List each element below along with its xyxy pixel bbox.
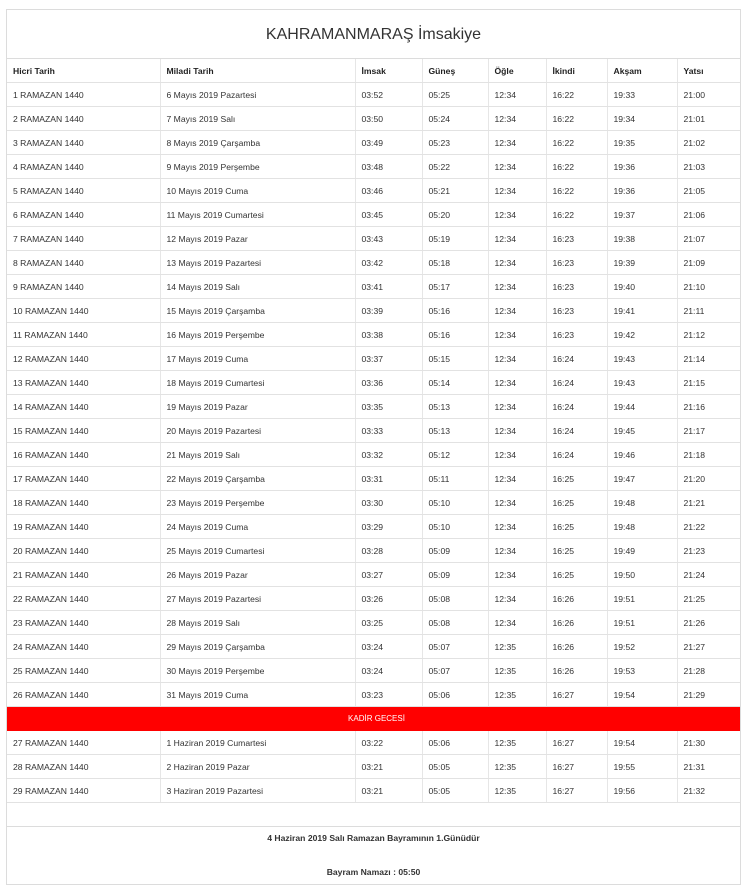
imsak-time-cell: 03:24: [355, 659, 422, 683]
imsak-time-cell: 03:35: [355, 395, 422, 419]
ogle-time-cell: 12:34: [488, 467, 546, 491]
miladi-date-cell: 15 Mayıs 2019 Çarşamba: [160, 299, 355, 323]
table-row: [7, 275, 740, 299]
table-row: [7, 107, 740, 131]
aksam-time-cell: 19:48: [607, 491, 677, 515]
bayram-prayer-time: Bayram Namazı : 05:50: [326, 867, 421, 877]
ikindi-time-cell: 16:24: [546, 371, 607, 395]
yatsi-time-cell: 21:26: [677, 611, 740, 635]
yatsi-time-cell: 21:11: [677, 299, 740, 323]
table-row: [7, 83, 740, 107]
gunes-time-cell: 05:10: [422, 515, 488, 539]
imsak-time-cell: 03:31: [355, 467, 422, 491]
ikindi-time-cell: 16:24: [546, 443, 607, 467]
gunes-time-cell: 05:08: [422, 587, 488, 611]
table-body-last-days: [7, 731, 740, 803]
table-row: [7, 323, 740, 347]
header-ikindi: İkindi: [546, 59, 607, 83]
imsak-time-cell: 03:24: [355, 635, 422, 659]
ikindi-time-cell: 16:23: [546, 299, 607, 323]
ogle-time-cell: 12:34: [488, 419, 546, 443]
miladi-date-cell: 7 Mayıs 2019 Salı: [160, 107, 355, 131]
table-row: [7, 515, 740, 539]
kadir-gecesi-label: KADİR GECESİ: [7, 707, 740, 731]
ikindi-time-cell: 16:23: [546, 275, 607, 299]
yatsi-time-cell: 21:06: [677, 203, 740, 227]
imsak-time-cell: 03:46: [355, 179, 422, 203]
yatsi-time-cell: 21:30: [677, 731, 740, 755]
ikindi-time-cell: 16:25: [546, 539, 607, 563]
ikindi-time-cell: 16:27: [546, 731, 607, 755]
table-row: [7, 755, 740, 779]
yatsi-time-cell: 21:25: [677, 587, 740, 611]
table-row: [7, 731, 740, 755]
yatsi-time-cell: 21:03: [677, 155, 740, 179]
imsakiye-card: [6, 9, 741, 885]
miladi-date-cell: 18 Mayıs 2019 Cumartesi: [160, 371, 355, 395]
aksam-time-cell: 19:53: [607, 659, 677, 683]
miladi-date-cell: 6 Mayıs 2019 Pazartesi: [160, 83, 355, 107]
ogle-time-cell: 12:34: [488, 179, 546, 203]
miladi-date-cell: 9 Mayıs 2019 Perşembe: [160, 155, 355, 179]
ikindi-time-cell: 16:22: [546, 155, 607, 179]
imsak-time-cell: 03:42: [355, 251, 422, 275]
gunes-time-cell: 05:17: [422, 275, 488, 299]
hicri-date-cell: 13 RAMAZAN 1440: [7, 371, 160, 395]
yatsi-time-cell: 21:22: [677, 515, 740, 539]
gunes-time-cell: 05:07: [422, 635, 488, 659]
hicri-date-cell: 12 RAMAZAN 1440: [7, 347, 160, 371]
ogle-time-cell: 12:34: [488, 491, 546, 515]
table-row: [7, 467, 740, 491]
hicri-date-cell: 10 RAMAZAN 1440: [7, 299, 160, 323]
header-yatsi: Yatsı: [677, 59, 740, 83]
gunes-time-cell: 05:15: [422, 347, 488, 371]
gunes-time-cell: 05:20: [422, 203, 488, 227]
gunes-time-cell: 05:07: [422, 659, 488, 683]
ikindi-time-cell: 16:22: [546, 203, 607, 227]
yatsi-time-cell: 21:17: [677, 419, 740, 443]
imsak-time-cell: 03:48: [355, 155, 422, 179]
ogle-time-cell: 12:34: [488, 443, 546, 467]
spacer: [7, 803, 740, 827]
miladi-date-cell: 17 Mayıs 2019 Cuma: [160, 347, 355, 371]
ogle-time-cell: 12:34: [488, 131, 546, 155]
kadir-gecesi-row: [7, 707, 740, 731]
imsak-time-cell: 03:21: [355, 779, 422, 803]
miladi-date-cell: 23 Mayıs 2019 Perşembe: [160, 491, 355, 515]
miladi-date-cell: 25 Mayıs 2019 Cumartesi: [160, 539, 355, 563]
aksam-time-cell: 19:46: [607, 443, 677, 467]
table-row: [7, 251, 740, 275]
miladi-date-cell: 31 Mayıs 2019 Cuma: [160, 683, 355, 707]
miladi-date-cell: 8 Mayıs 2019 Çarşamba: [160, 131, 355, 155]
yatsi-time-cell: 21:28: [677, 659, 740, 683]
imsak-time-cell: 03:41: [355, 275, 422, 299]
yatsi-time-cell: 21:27: [677, 635, 740, 659]
table-row: [7, 683, 740, 707]
hicri-date-cell: 19 RAMAZAN 1440: [7, 515, 160, 539]
gunes-time-cell: 05:18: [422, 251, 488, 275]
yatsi-time-cell: 21:29: [677, 683, 740, 707]
gunes-time-cell: 05:23: [422, 131, 488, 155]
imsak-time-cell: 03:45: [355, 203, 422, 227]
hicri-date-cell: 7 RAMAZAN 1440: [7, 227, 160, 251]
imsak-time-cell: 03:21: [355, 755, 422, 779]
miladi-date-cell: 11 Mayıs 2019 Cumartesi: [160, 203, 355, 227]
ogle-time-cell: 12:34: [488, 323, 546, 347]
ikindi-time-cell: 16:25: [546, 467, 607, 491]
imsak-time-cell: 03:36: [355, 371, 422, 395]
yatsi-time-cell: 21:32: [677, 779, 740, 803]
ikindi-time-cell: 16:26: [546, 659, 607, 683]
aksam-time-cell: 19:52: [607, 635, 677, 659]
table-row: [7, 395, 740, 419]
ogle-time-cell: 12:34: [488, 83, 546, 107]
footer-note: [7, 827, 740, 877]
hicri-date-cell: 2 RAMAZAN 1440: [7, 107, 160, 131]
gunes-time-cell: 05:25: [422, 83, 488, 107]
hicri-date-cell: 18 RAMAZAN 1440: [7, 491, 160, 515]
miladi-date-cell: 26 Mayıs 2019 Pazar: [160, 563, 355, 587]
yatsi-time-cell: 21:23: [677, 539, 740, 563]
miladi-date-cell: 2 Haziran 2019 Pazar: [160, 755, 355, 779]
miladi-date-cell: 28 Mayıs 2019 Salı: [160, 611, 355, 635]
gunes-time-cell: 05:19: [422, 227, 488, 251]
yatsi-time-cell: 21:16: [677, 395, 740, 419]
hicri-date-cell: 28 RAMAZAN 1440: [7, 755, 160, 779]
table-header-row: [7, 59, 740, 83]
aksam-time-cell: 19:33: [607, 83, 677, 107]
hicri-date-cell: 14 RAMAZAN 1440: [7, 395, 160, 419]
header-miladi: Miladi Tarih: [160, 59, 355, 83]
hicri-date-cell: 4 RAMAZAN 1440: [7, 155, 160, 179]
hicri-date-cell: 20 RAMAZAN 1440: [7, 539, 160, 563]
table-row: [7, 779, 740, 803]
header-hicri: Hicri Tarih: [7, 59, 160, 83]
imsak-time-cell: 03:23: [355, 683, 422, 707]
imsak-time-cell: 03:30: [355, 491, 422, 515]
table-row: [7, 419, 740, 443]
aksam-time-cell: 19:41: [607, 299, 677, 323]
hicri-date-cell: 23 RAMAZAN 1440: [7, 611, 160, 635]
miladi-date-cell: 21 Mayıs 2019 Salı: [160, 443, 355, 467]
header-gunes: Güneş: [422, 59, 488, 83]
aksam-time-cell: 19:55: [607, 755, 677, 779]
hicri-date-cell: 15 RAMAZAN 1440: [7, 419, 160, 443]
yatsi-time-cell: 21:31: [677, 755, 740, 779]
gunes-time-cell: 05:08: [422, 611, 488, 635]
miladi-date-cell: 13 Mayıs 2019 Pazartesi: [160, 251, 355, 275]
ikindi-time-cell: 16:25: [546, 563, 607, 587]
hicri-date-cell: 24 RAMAZAN 1440: [7, 635, 160, 659]
table-row: [7, 179, 740, 203]
imsak-time-cell: 03:29: [355, 515, 422, 539]
ikindi-time-cell: 16:23: [546, 251, 607, 275]
table-row: [7, 563, 740, 587]
hicri-date-cell: 3 RAMAZAN 1440: [7, 131, 160, 155]
gunes-time-cell: 05:13: [422, 395, 488, 419]
ogle-time-cell: 12:34: [488, 371, 546, 395]
hicri-date-cell: 22 RAMAZAN 1440: [7, 587, 160, 611]
aksam-time-cell: 19:43: [607, 347, 677, 371]
ogle-time-cell: 12:34: [488, 539, 546, 563]
imsak-time-cell: 03:32: [355, 443, 422, 467]
hicri-date-cell: 6 RAMAZAN 1440: [7, 203, 160, 227]
yatsi-time-cell: 21:12: [677, 323, 740, 347]
gunes-time-cell: 05:05: [422, 755, 488, 779]
aksam-time-cell: 19:36: [607, 155, 677, 179]
gunes-time-cell: 05:11: [422, 467, 488, 491]
ikindi-time-cell: 16:22: [546, 179, 607, 203]
table-row: [7, 443, 740, 467]
yatsi-time-cell: 21:24: [677, 563, 740, 587]
ikindi-time-cell: 16:24: [546, 347, 607, 371]
imsak-time-cell: 03:43: [355, 227, 422, 251]
table-row: [7, 611, 740, 635]
yatsi-time-cell: 21:07: [677, 227, 740, 251]
yatsi-time-cell: 21:20: [677, 467, 740, 491]
yatsi-time-cell: 21:10: [677, 275, 740, 299]
table-row: [7, 131, 740, 155]
table-body-ramadan: [7, 83, 740, 707]
yatsi-time-cell: 21:14: [677, 347, 740, 371]
imsak-time-cell: 03:26: [355, 587, 422, 611]
table-row: [7, 371, 740, 395]
gunes-time-cell: 05:09: [422, 563, 488, 587]
miladi-date-cell: 19 Mayıs 2019 Pazar: [160, 395, 355, 419]
imsak-time-cell: 03:33: [355, 419, 422, 443]
miladi-date-cell: 20 Mayıs 2019 Pazartesi: [160, 419, 355, 443]
aksam-time-cell: 19:51: [607, 611, 677, 635]
header-ogle: Öğle: [488, 59, 546, 83]
aksam-time-cell: 19:39: [607, 251, 677, 275]
ikindi-time-cell: 16:27: [546, 755, 607, 779]
aksam-time-cell: 19:36: [607, 179, 677, 203]
ikindi-time-cell: 16:26: [546, 587, 607, 611]
imsak-time-cell: 03:49: [355, 131, 422, 155]
page-title: KAHRAMANMARAŞ İmsakiye: [7, 10, 740, 59]
gunes-time-cell: 05:09: [422, 539, 488, 563]
aksam-time-cell: 19:37: [607, 203, 677, 227]
aksam-time-cell: 19:35: [607, 131, 677, 155]
aksam-time-cell: 19:49: [607, 539, 677, 563]
ikindi-time-cell: 16:27: [546, 683, 607, 707]
hicri-date-cell: 25 RAMAZAN 1440: [7, 659, 160, 683]
hicri-date-cell: 1 RAMAZAN 1440: [7, 83, 160, 107]
ikindi-time-cell: 16:22: [546, 107, 607, 131]
ogle-time-cell: 12:34: [488, 515, 546, 539]
yatsi-time-cell: 21:00: [677, 83, 740, 107]
yatsi-time-cell: 21:02: [677, 131, 740, 155]
hicri-date-cell: 8 RAMAZAN 1440: [7, 251, 160, 275]
gunes-time-cell: 05:12: [422, 443, 488, 467]
gunes-time-cell: 05:22: [422, 155, 488, 179]
header-aksam: Akşam: [607, 59, 677, 83]
bayram-date-text: 4 Haziran 2019 Salı Ramazan Bayramının 1.Günüdür: [267, 833, 480, 843]
ogle-time-cell: 12:34: [488, 251, 546, 275]
ikindi-time-cell: 16:27: [546, 779, 607, 803]
ogle-time-cell: 12:34: [488, 107, 546, 131]
ikindi-time-cell: 16:22: [546, 131, 607, 155]
ikindi-time-cell: 16:25: [546, 491, 607, 515]
ogle-time-cell: 12:35: [488, 731, 546, 755]
gunes-time-cell: 05:05: [422, 779, 488, 803]
yatsi-time-cell: 21:01: [677, 107, 740, 131]
miladi-date-cell: 24 Mayıs 2019 Cuma: [160, 515, 355, 539]
aksam-time-cell: 19:45: [607, 419, 677, 443]
hicri-date-cell: 21 RAMAZAN 1440: [7, 563, 160, 587]
aksam-time-cell: 19:54: [607, 683, 677, 707]
aksam-time-cell: 19:54: [607, 731, 677, 755]
hicri-date-cell: 16 RAMAZAN 1440: [7, 443, 160, 467]
hicri-date-cell: 17 RAMAZAN 1440: [7, 467, 160, 491]
hicri-date-cell: 29 RAMAZAN 1440: [7, 779, 160, 803]
gunes-time-cell: 05:06: [422, 731, 488, 755]
yatsi-time-cell: 21:18: [677, 443, 740, 467]
aksam-time-cell: 19:56: [607, 779, 677, 803]
imsak-time-cell: 03:27: [355, 563, 422, 587]
aksam-time-cell: 19:47: [607, 467, 677, 491]
table-row: [7, 227, 740, 251]
aksam-time-cell: 19:48: [607, 515, 677, 539]
imsak-time-cell: 03:38: [355, 323, 422, 347]
header-imsak: İmsak: [355, 59, 422, 83]
miladi-date-cell: 12 Mayıs 2019 Pazar: [160, 227, 355, 251]
gunes-time-cell: 05:06: [422, 683, 488, 707]
miladi-date-cell: 10 Mayıs 2019 Cuma: [160, 179, 355, 203]
ogle-time-cell: 12:34: [488, 395, 546, 419]
gunes-time-cell: 05:16: [422, 299, 488, 323]
imsak-time-cell: 03:37: [355, 347, 422, 371]
ogle-time-cell: 12:34: [488, 347, 546, 371]
miladi-date-cell: 30 Mayıs 2019 Perşembe: [160, 659, 355, 683]
imsak-time-cell: 03:39: [355, 299, 422, 323]
gunes-time-cell: 05:24: [422, 107, 488, 131]
ogle-time-cell: 12:35: [488, 779, 546, 803]
imsak-time-cell: 03:52: [355, 83, 422, 107]
table-row: [7, 299, 740, 323]
hicri-date-cell: 9 RAMAZAN 1440: [7, 275, 160, 299]
gunes-time-cell: 05:10: [422, 491, 488, 515]
ogle-time-cell: 12:34: [488, 155, 546, 179]
ogle-time-cell: 12:34: [488, 275, 546, 299]
miladi-date-cell: 14 Mayıs 2019 Salı: [160, 275, 355, 299]
table-row: [7, 491, 740, 515]
aksam-time-cell: 19:44: [607, 395, 677, 419]
ogle-time-cell: 12:35: [488, 635, 546, 659]
imsak-time-cell: 03:22: [355, 731, 422, 755]
aksam-time-cell: 19:50: [607, 563, 677, 587]
table-row: [7, 635, 740, 659]
prayer-times-table: [7, 59, 740, 803]
ogle-time-cell: 12:34: [488, 611, 546, 635]
ogle-time-cell: 12:34: [488, 299, 546, 323]
miladi-date-cell: 1 Haziran 2019 Cumartesi: [160, 731, 355, 755]
miladi-date-cell: 16 Mayıs 2019 Perşembe: [160, 323, 355, 347]
hicri-date-cell: 11 RAMAZAN 1440: [7, 323, 160, 347]
ogle-time-cell: 12:34: [488, 227, 546, 251]
ikindi-time-cell: 16:24: [546, 395, 607, 419]
miladi-date-cell: 22 Mayıs 2019 Çarşamba: [160, 467, 355, 491]
imsak-time-cell: 03:25: [355, 611, 422, 635]
ogle-time-cell: 12:34: [488, 587, 546, 611]
miladi-date-cell: 3 Haziran 2019 Pazartesi: [160, 779, 355, 803]
ikindi-time-cell: 16:22: [546, 83, 607, 107]
ikindi-time-cell: 16:25: [546, 515, 607, 539]
aksam-time-cell: 19:40: [607, 275, 677, 299]
aksam-time-cell: 19:43: [607, 371, 677, 395]
miladi-date-cell: 27 Mayıs 2019 Pazartesi: [160, 587, 355, 611]
ikindi-time-cell: 16:26: [546, 611, 607, 635]
table-row: [7, 203, 740, 227]
ogle-time-cell: 12:34: [488, 203, 546, 227]
yatsi-time-cell: 21:15: [677, 371, 740, 395]
gunes-time-cell: 05:21: [422, 179, 488, 203]
ikindi-time-cell: 16:23: [546, 227, 607, 251]
aksam-time-cell: 19:51: [607, 587, 677, 611]
gunes-time-cell: 05:14: [422, 371, 488, 395]
table-row: [7, 155, 740, 179]
hicri-date-cell: 5 RAMAZAN 1440: [7, 179, 160, 203]
aksam-time-cell: 19:34: [607, 107, 677, 131]
yatsi-time-cell: 21:09: [677, 251, 740, 275]
table-row: [7, 539, 740, 563]
aksam-time-cell: 19:42: [607, 323, 677, 347]
hicri-date-cell: 26 RAMAZAN 1440: [7, 683, 160, 707]
gunes-time-cell: 05:13: [422, 419, 488, 443]
table-row: [7, 347, 740, 371]
hicri-date-cell: 27 RAMAZAN 1440: [7, 731, 160, 755]
ogle-time-cell: 12:35: [488, 683, 546, 707]
yatsi-time-cell: 21:21: [677, 491, 740, 515]
gunes-time-cell: 05:16: [422, 323, 488, 347]
ogle-time-cell: 12:35: [488, 659, 546, 683]
imsak-time-cell: 03:50: [355, 107, 422, 131]
ikindi-time-cell: 16:26: [546, 635, 607, 659]
ikindi-time-cell: 16:23: [546, 323, 607, 347]
ikindi-time-cell: 16:24: [546, 419, 607, 443]
miladi-date-cell: 29 Mayıs 2019 Çarşamba: [160, 635, 355, 659]
aksam-time-cell: 19:38: [607, 227, 677, 251]
ogle-time-cell: 12:35: [488, 755, 546, 779]
table-row: [7, 659, 740, 683]
imsak-time-cell: 03:28: [355, 539, 422, 563]
ogle-time-cell: 12:34: [488, 563, 546, 587]
table-row: [7, 587, 740, 611]
yatsi-time-cell: 21:05: [677, 179, 740, 203]
